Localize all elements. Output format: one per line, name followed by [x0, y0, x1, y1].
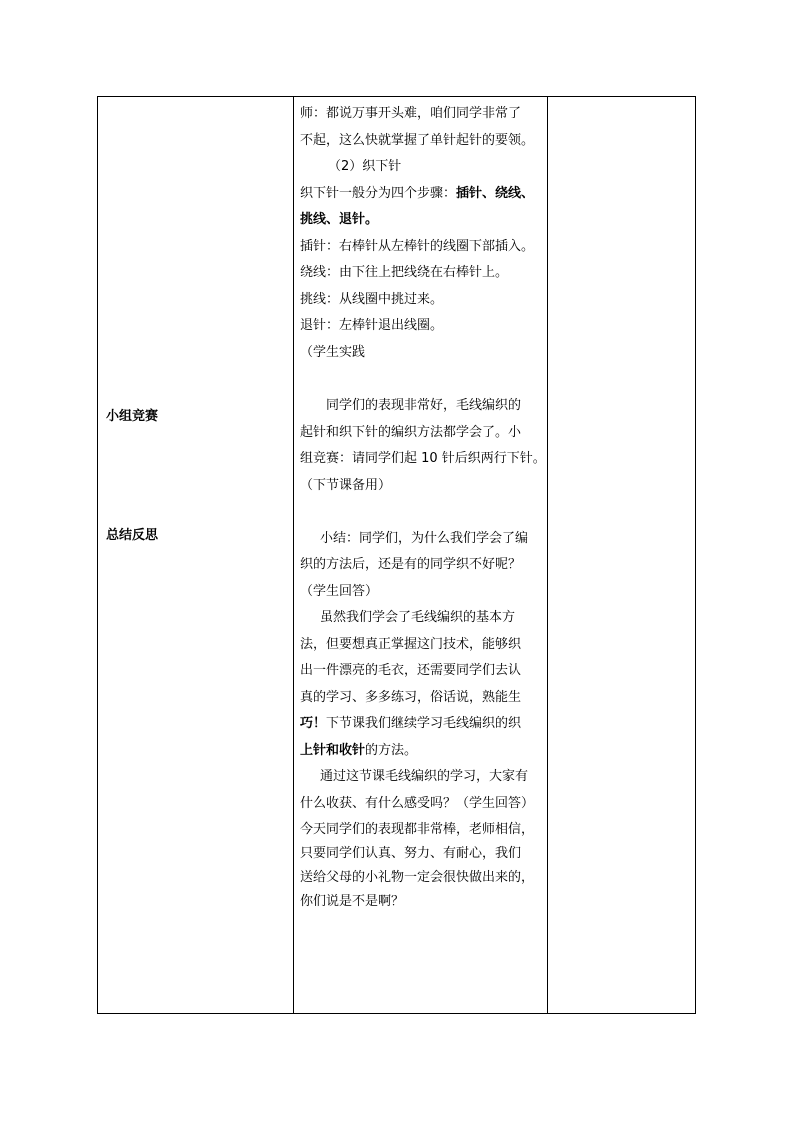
text-line: 上针和收针的方法。 [300, 743, 418, 758]
text-line: 只要同学们认真、努力、有耐心，我们 [300, 846, 522, 861]
row-label-summary-reflection: 总结反思 [106, 528, 159, 543]
text-line: 退针：左棒针退出线圈。 [300, 318, 444, 333]
column-divider-right [547, 97, 548, 1013]
text-line: 织的方法后，还是有的同学织不好呢？ [300, 557, 522, 572]
text-line: （下节课备用） [300, 478, 392, 493]
text-line: 真的学习、多多练习，俗话说，熟能生 [300, 690, 522, 705]
text-line: 绕线：由下往上把线绕在右棒针上。 [300, 265, 509, 280]
text-line: 虽然我们学会了毛线编织的基本方 [320, 610, 516, 625]
text-line: 你们说是不是啊？ [300, 894, 405, 909]
text-line: 不起，这么快就掌握了单针起针的要领。 [300, 133, 535, 148]
text-line: 法，但要想真正掌握这门技术，能够织 [300, 637, 522, 652]
text-line: 同学们的表现非常好，毛线编织的 [326, 398, 522, 413]
text-line: 什么收获、有什么感受吗？（学生回答） [300, 796, 535, 811]
text-line: 巧！下节课我们继续学习毛线编织的织 [300, 716, 522, 731]
subheading: （2）织下针 [328, 159, 402, 174]
text-line: （学生实践 [300, 345, 366, 360]
row-label-group-competition: 小组竞赛 [106, 409, 159, 424]
text-line: 挑线：从线圈中挑过来。 [300, 292, 444, 307]
text-line: 通过这节课毛线编织的学习，大家有 [320, 769, 529, 784]
text-line: 出一件漂亮的毛衣，还需要同学们去认 [300, 663, 522, 678]
text-line: 织下针一般分为四个步骤：插针、绕线、 [300, 186, 535, 201]
text-line: 小结：同学们，为什么我们学会了编 [320, 531, 529, 546]
text-line: 送给父母的小礼物一定会很快做出来的， [300, 870, 535, 885]
text-line: 师：都说万事开头难，咱们同学非常了 [300, 106, 522, 121]
lesson-plan-table [97, 96, 696, 1014]
column-divider-left [293, 97, 294, 1013]
text-line: 挑线、退针。 [300, 212, 379, 227]
text-line: （学生回答） [300, 584, 379, 599]
text-line: 起针和织下针的编织方法都学会了。小 [300, 425, 522, 440]
text-line: 插针：右棒针从左棒针的线圈下部插入。 [300, 239, 535, 254]
text-line: 今天同学们的表现都非常棒，老师相信， [300, 822, 535, 837]
text-line: 组竞赛：请同学们起 10 针后织两行下针。 [300, 451, 546, 466]
